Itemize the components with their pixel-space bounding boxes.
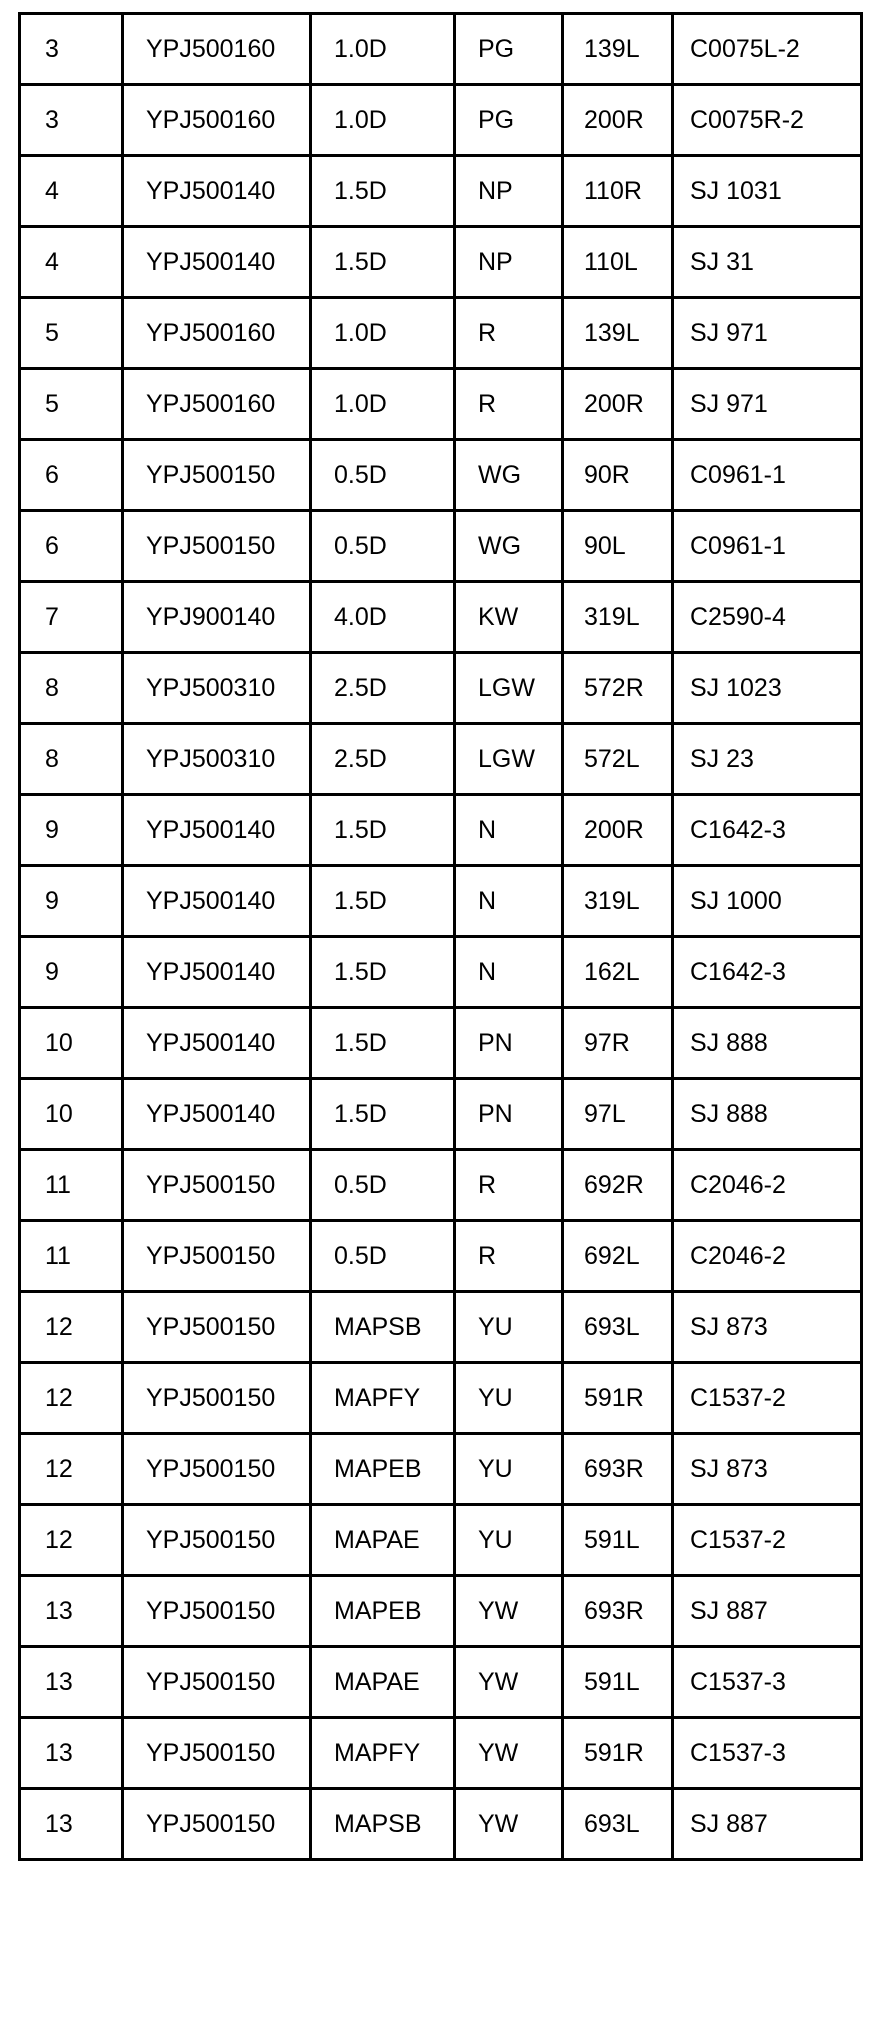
size-cell: 319L [563, 866, 673, 937]
item-number-cell: 6 [20, 440, 123, 511]
code-cell: 4.0D [311, 582, 455, 653]
size-cell: 200R [563, 369, 673, 440]
part-number-cell: YPJ500160 [123, 369, 311, 440]
reference-cell: C0961-1 [673, 511, 862, 582]
size-cell: 693R [563, 1434, 673, 1505]
reference-cell: C1642-3 [673, 937, 862, 1008]
color-cell: R [455, 1150, 563, 1221]
color-cell: YU [455, 1434, 563, 1505]
color-cell: R [455, 369, 563, 440]
size-cell: 200R [563, 795, 673, 866]
color-cell: PN [455, 1008, 563, 1079]
color-cell: WG [455, 511, 563, 582]
item-number-cell: 5 [20, 298, 123, 369]
table-row [20, 1576, 862, 1647]
size-cell: 162L [563, 937, 673, 1008]
color-cell: R [455, 1221, 563, 1292]
size-cell: 90L [563, 511, 673, 582]
color-cell: YW [455, 1576, 563, 1647]
item-number-cell: 12 [20, 1434, 123, 1505]
code-cell: 0.5D [311, 511, 455, 582]
item-number-cell: 13 [20, 1718, 123, 1789]
color-cell: YU [455, 1292, 563, 1363]
item-number-cell: 9 [20, 795, 123, 866]
item-number-cell: 13 [20, 1789, 123, 1860]
table-row [20, 1292, 862, 1363]
part-number-cell: YPJ500150 [123, 1292, 311, 1363]
part-number-cell: YPJ500150 [123, 1505, 311, 1576]
reference-cell: C0075R-2 [673, 85, 862, 156]
code-cell: 1.5D [311, 227, 455, 298]
code-cell: MAPSB [311, 1292, 455, 1363]
table-row [20, 582, 862, 653]
table-row [20, 1008, 862, 1079]
code-cell: MAPAE [311, 1647, 455, 1718]
reference-cell: C2046-2 [673, 1150, 862, 1221]
size-cell: 692L [563, 1221, 673, 1292]
size-cell: 90R [563, 440, 673, 511]
table-row [20, 1505, 862, 1576]
size-cell: 97L [563, 1079, 673, 1150]
part-number-cell: YPJ500140 [123, 1008, 311, 1079]
item-number-cell: 11 [20, 1221, 123, 1292]
reference-cell: C2590-4 [673, 582, 862, 653]
part-number-cell: YPJ500160 [123, 298, 311, 369]
size-cell: 97R [563, 1008, 673, 1079]
code-cell: 1.0D [311, 298, 455, 369]
part-number-cell: YPJ500310 [123, 653, 311, 724]
code-cell: 1.5D [311, 795, 455, 866]
table-row [20, 937, 862, 1008]
item-number-cell: 4 [20, 156, 123, 227]
reference-cell: SJ 873 [673, 1292, 862, 1363]
reference-cell: SJ 23 [673, 724, 862, 795]
part-number-cell: YPJ500150 [123, 440, 311, 511]
code-cell: 1.5D [311, 1008, 455, 1079]
reference-cell: SJ 873 [673, 1434, 862, 1505]
code-cell: MAPEB [311, 1576, 455, 1647]
size-cell: 139L [563, 14, 673, 85]
size-cell: 693L [563, 1292, 673, 1363]
table-row [20, 1079, 862, 1150]
color-cell: WG [455, 440, 563, 511]
part-number-cell: YPJ500150 [123, 1718, 311, 1789]
reference-cell: SJ 887 [673, 1789, 862, 1860]
code-cell: 0.5D [311, 440, 455, 511]
reference-cell: C1642-3 [673, 795, 862, 866]
code-cell: 1.5D [311, 866, 455, 937]
code-cell: 1.0D [311, 14, 455, 85]
item-number-cell: 11 [20, 1150, 123, 1221]
table-row [20, 724, 862, 795]
size-cell: 139L [563, 298, 673, 369]
table-row [20, 653, 862, 724]
table-row [20, 298, 862, 369]
reference-cell: SJ 31 [673, 227, 862, 298]
code-cell: 1.5D [311, 937, 455, 1008]
item-number-cell: 10 [20, 1079, 123, 1150]
code-cell: MAPSB [311, 1789, 455, 1860]
size-cell: 591L [563, 1647, 673, 1718]
item-number-cell: 12 [20, 1363, 123, 1434]
color-cell: N [455, 937, 563, 1008]
item-number-cell: 6 [20, 511, 123, 582]
part-number-cell: YPJ500150 [123, 1576, 311, 1647]
size-cell: 591R [563, 1363, 673, 1434]
color-cell: LGW [455, 724, 563, 795]
code-cell: 1.0D [311, 85, 455, 156]
table-row [20, 1647, 862, 1718]
table-row [20, 1434, 862, 1505]
color-cell: NP [455, 227, 563, 298]
part-number-cell: YPJ900140 [123, 582, 311, 653]
item-number-cell: 5 [20, 369, 123, 440]
reference-cell: SJ 971 [673, 298, 862, 369]
reference-cell: SJ 888 [673, 1008, 862, 1079]
item-number-cell: 3 [20, 14, 123, 85]
table-row [20, 156, 862, 227]
color-cell: LGW [455, 653, 563, 724]
part-number-cell: YPJ500310 [123, 724, 311, 795]
color-cell: YU [455, 1363, 563, 1434]
part-number-cell: YPJ500160 [123, 85, 311, 156]
part-number-cell: YPJ500150 [123, 511, 311, 582]
table-row [20, 1363, 862, 1434]
table-row [20, 1150, 862, 1221]
table-row [20, 85, 862, 156]
color-cell: YW [455, 1647, 563, 1718]
color-cell: KW [455, 582, 563, 653]
code-cell: 1.5D [311, 156, 455, 227]
color-cell: YU [455, 1505, 563, 1576]
item-number-cell: 9 [20, 937, 123, 1008]
table-body [20, 14, 862, 1860]
part-number-cell: YPJ500150 [123, 1363, 311, 1434]
part-number-cell: YPJ500140 [123, 1079, 311, 1150]
code-cell: 1.5D [311, 1079, 455, 1150]
size-cell: 200R [563, 85, 673, 156]
reference-cell: C2046-2 [673, 1221, 862, 1292]
color-cell: PN [455, 1079, 563, 1150]
code-cell: MAPFY [311, 1718, 455, 1789]
part-number-cell: YPJ500150 [123, 1789, 311, 1860]
size-cell: 572R [563, 653, 673, 724]
color-cell: YW [455, 1789, 563, 1860]
part-number-cell: YPJ500150 [123, 1647, 311, 1718]
reference-cell: SJ 971 [673, 369, 862, 440]
table-row [20, 227, 862, 298]
reference-cell: SJ 1023 [673, 653, 862, 724]
color-cell: PG [455, 85, 563, 156]
item-number-cell: 7 [20, 582, 123, 653]
code-cell: 2.5D [311, 724, 455, 795]
color-cell: PG [455, 14, 563, 85]
part-number-cell: YPJ500140 [123, 795, 311, 866]
code-cell: 1.0D [311, 369, 455, 440]
size-cell: 591R [563, 1718, 673, 1789]
reference-cell: C1537-2 [673, 1363, 862, 1434]
item-number-cell: 12 [20, 1292, 123, 1363]
part-number-cell: YPJ500140 [123, 227, 311, 298]
color-cell: N [455, 795, 563, 866]
size-cell: 319L [563, 582, 673, 653]
part-number-cell: YPJ500140 [123, 866, 311, 937]
part-number-cell: YPJ500150 [123, 1434, 311, 1505]
reference-cell: C0961-1 [673, 440, 862, 511]
part-number-cell: YPJ500140 [123, 156, 311, 227]
reference-cell: C1537-2 [673, 1505, 862, 1576]
size-cell: 693R [563, 1576, 673, 1647]
part-number-cell: YPJ500160 [123, 14, 311, 85]
reference-cell: SJ 888 [673, 1079, 862, 1150]
item-number-cell: 8 [20, 653, 123, 724]
data-table [18, 12, 863, 1861]
item-number-cell: 9 [20, 866, 123, 937]
code-cell: MAPFY [311, 1363, 455, 1434]
table-row [20, 511, 862, 582]
size-cell: 591L [563, 1505, 673, 1576]
item-number-cell: 3 [20, 85, 123, 156]
table-row [20, 1789, 862, 1860]
item-number-cell: 10 [20, 1008, 123, 1079]
code-cell: MAPAE [311, 1505, 455, 1576]
item-number-cell: 13 [20, 1647, 123, 1718]
size-cell: 572L [563, 724, 673, 795]
table-row [20, 369, 862, 440]
item-number-cell: 4 [20, 227, 123, 298]
size-cell: 110R [563, 156, 673, 227]
item-number-cell: 13 [20, 1576, 123, 1647]
code-cell: 0.5D [311, 1150, 455, 1221]
code-cell: MAPEB [311, 1434, 455, 1505]
item-number-cell: 12 [20, 1505, 123, 1576]
reference-cell: SJ 1000 [673, 866, 862, 937]
code-cell: 0.5D [311, 1221, 455, 1292]
reference-cell: C1537-3 [673, 1718, 862, 1789]
table-row [20, 1718, 862, 1789]
size-cell: 693L [563, 1789, 673, 1860]
table-row [20, 866, 862, 937]
color-cell: YW [455, 1718, 563, 1789]
color-cell: NP [455, 156, 563, 227]
code-cell: 2.5D [311, 653, 455, 724]
part-number-cell: YPJ500150 [123, 1150, 311, 1221]
part-number-cell: YPJ500150 [123, 1221, 311, 1292]
table-row [20, 795, 862, 866]
table-row [20, 440, 862, 511]
reference-cell: SJ 1031 [673, 156, 862, 227]
item-number-cell: 8 [20, 724, 123, 795]
reference-cell: C0075L-2 [673, 14, 862, 85]
size-cell: 110L [563, 227, 673, 298]
part-number-cell: YPJ500140 [123, 937, 311, 1008]
table-row [20, 1221, 862, 1292]
color-cell: N [455, 866, 563, 937]
reference-cell: SJ 887 [673, 1576, 862, 1647]
reference-cell: C1537-3 [673, 1647, 862, 1718]
size-cell: 692R [563, 1150, 673, 1221]
table-row [20, 14, 862, 85]
color-cell: R [455, 298, 563, 369]
